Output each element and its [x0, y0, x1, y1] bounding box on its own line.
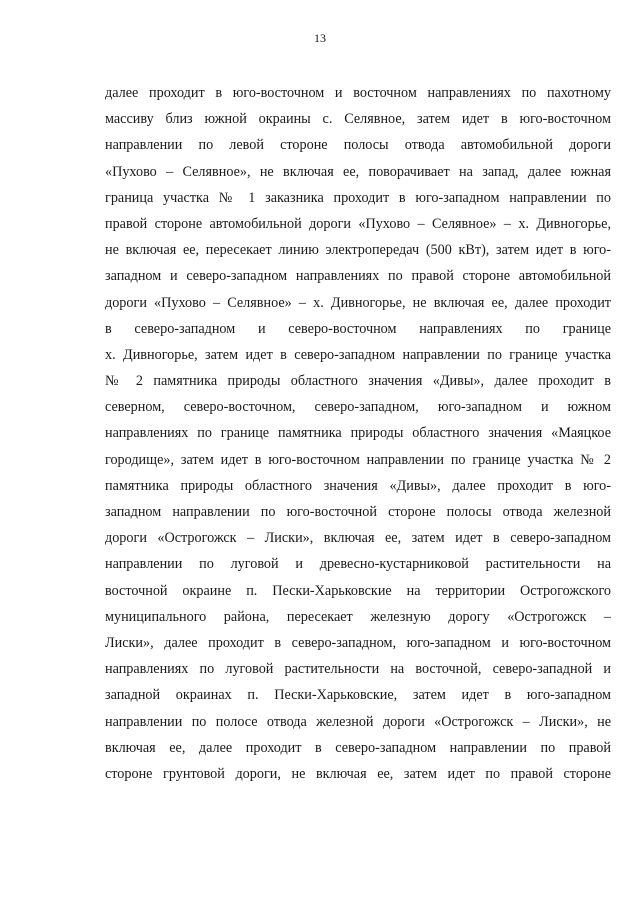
text-line: х. Дивногорье, затем идет в северо-западном направлении по границе участка: [105, 346, 611, 363]
text-line: западной окраинах п. Пески-Харьковские, затем идет в юго-западном: [105, 687, 611, 704]
text-line: западном направлении по юго-восточной стороне полосы отвода железной: [105, 504, 611, 520]
text-line: № 2 памятника природы областного значения «Дивы», далее проходит в: [105, 373, 611, 390]
text-line: дороги «Пухово – Селявное» – х. Дивногорье, не включая ее, далее проходит: [105, 294, 611, 311]
text-line: правой стороне автомобильной дороги «Пухово – Селявное» – х. Дивногорье,: [105, 215, 611, 232]
text-line: в северо-западном и северо-восточном направлениях по границе: [105, 320, 611, 337]
text-line: городище», затем идет в юго-восточном направлении по границе участка № 2: [105, 451, 611, 468]
body-text: [105, 80, 611, 787]
text-line: граница участка № 1 заказника проходит в юго-западном направлении по: [105, 189, 611, 206]
text-line: памятника природы областного значения «Дивы», далее проходит в юго-: [105, 477, 611, 494]
text-line: дороги «Острогожск – Лиски», включая ее, затем идет в северо-западном: [105, 530, 611, 547]
text-line: направлениях по границе памятника природы областного значения «Маяцкое: [105, 425, 611, 442]
text-line: не включая ее, пересекает линию электропередач (500 кВт), затем идет в юго-: [105, 242, 611, 259]
text-line: западном и северо-западном направлениях по правой стороне автомобильной: [105, 268, 611, 285]
text-line: восточной окраине п. Пески-Харьковские на территории Острогожского: [105, 582, 611, 599]
text-line: стороне грунтовой дороги, не включая ее, затем идет по правой стороне: [105, 765, 611, 782]
text-line: направлениях по луговой растительности на восточной, северо-западной и: [105, 661, 611, 678]
text-line: Лиски», далее проходит в северо-западном, юго-западном и юго-восточном: [105, 634, 611, 651]
text-line: направлении по полосе отвода железной дороги «Острогожск – Лиски», не: [105, 713, 611, 730]
text-line: далее проходит в юго-восточном и восточном направлениях по пахотному: [105, 85, 611, 101]
text-line: массиву близ южной окраины с. Селявное, затем идет в юго-восточном: [105, 111, 611, 128]
text-line: направлении по левой стороне полосы отвода автомобильной дороги: [105, 137, 611, 154]
text-line: муниципального района, пересекает железную дорогу «Острогожск –: [105, 608, 611, 625]
text-line: северном, северо-восточном, северо-западном, юго-западном и южном: [105, 399, 611, 416]
page-number: 13: [314, 31, 326, 45]
text-line: «Пухово – Селявное», не включая ее, поворачивает на запад, далее южная: [105, 163, 611, 180]
text-line: включая ее, далее проходит в северо-западном направлении по правой: [105, 739, 611, 756]
text-line: направлении по луговой и древесно-кустарниковой растительности на: [105, 556, 611, 573]
